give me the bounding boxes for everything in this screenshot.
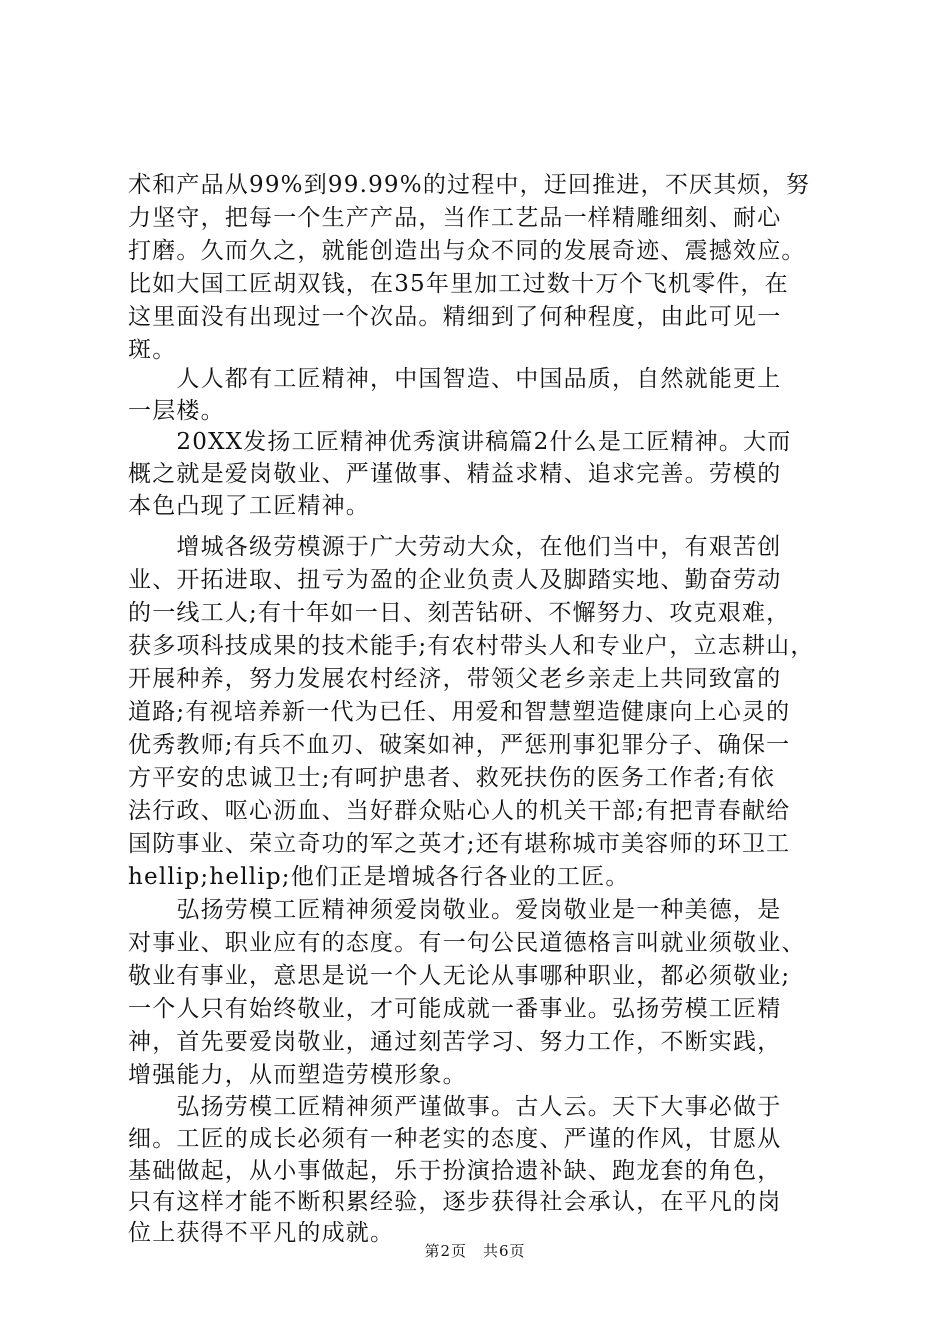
text-line: hellip;hellip;他们正是增城各行各业的工匠。 bbox=[128, 864, 630, 890]
text-line: 对事业、职业应有的态度。有一句公民道德格言叫就业须敬业、 bbox=[128, 930, 806, 956]
text-line: 道路;有视培养新一代为已任、用爱和智慧塑造健康向上心灵的 bbox=[128, 699, 791, 725]
text-line: 优秀教师;有兵不血刃、破案如神，严惩刑事犯罪分子、确保一 bbox=[128, 732, 791, 758]
text-line: 神，首先要爱岗敬业，通过刻苦学习、努力工作，不断实践， bbox=[128, 1029, 782, 1055]
text-line: 获多项科技成果的技术能手;有农村带头人和专业户，立志耕山， bbox=[128, 633, 815, 659]
text-line: 概之就是爱岗敬业、严谨做事、精益求精、追求完善。劳模的 bbox=[128, 461, 782, 487]
text-line: 法行政、呕心沥血、当好群众贴心人的机关干部;有把青春献给 bbox=[128, 798, 791, 824]
text-line: 方平安的忠诚卫士;有呵护患者、救死扶伤的医务工作者;有依 bbox=[128, 765, 776, 791]
text-line: 位上获得不平凡的成就。 bbox=[128, 1220, 395, 1246]
text-line: 打磨。久而久之，就能创造出与众不同的发展奇迹、震撼效应。 bbox=[128, 238, 806, 264]
text-line: 一个人只有始终敬业，才可能成就一番事业。弘扬劳模工匠精 bbox=[128, 996, 782, 1022]
text-line: 的一线工人;有十年如一日、刻苦钻研、不懈努力、攻克艰难， bbox=[128, 600, 791, 626]
text-line: 本色凸现了工匠精神。 bbox=[128, 493, 370, 519]
text-line: 增强能力，从而塑造劳模形象。 bbox=[128, 1062, 467, 1088]
text-line: 弘扬劳模工匠精神须严谨做事。古人云。天下大事必做于 bbox=[128, 1094, 782, 1120]
text-line: 斑。 bbox=[128, 337, 177, 363]
text-line: 只有这样才能不断积累经验，逐步获得社会承认，在平凡的岗 bbox=[128, 1189, 782, 1215]
text-line: 基础做起，从小事做起，乐于扮演拾遗补缺、跑龙套的角色， bbox=[128, 1158, 782, 1184]
text-line: 一层楼。 bbox=[128, 398, 225, 424]
text-line: 这里面没有出现过一个次品。精细到了何种程度，由此可见一 bbox=[128, 304, 782, 330]
text-line: 国防事业、荣立奇功的军之英才;还有堪称城市美容师的环卫工 bbox=[128, 831, 791, 857]
text-line: 比如大国工匠胡双钱，在35年里加工过数十万个飞机零件，在 bbox=[128, 271, 789, 297]
text-line: 人人都有工匠精神，中国智造、中国品质，自然就能更上 bbox=[128, 366, 782, 392]
text-line: 业、开拓进取、扭亏为盈的企业负责人及脚踏实地、勤奋劳动 bbox=[128, 567, 782, 593]
text-line: 力坚守，把每一个生产产品，当作工艺品一样精雕细刻、耐心 bbox=[128, 205, 782, 231]
text-line: 术和产品从99%到99.99%的过程中，迂回推进，不厌其烦，努 bbox=[128, 172, 811, 198]
text-line: 开展种养，努力发展农村经济，带领父老乡亲走上共同致富的 bbox=[128, 666, 782, 692]
text-line: 弘扬劳模工匠精神须爱岗敬业。爱岗敬业是一种美德，是 bbox=[128, 897, 782, 923]
text-line: 20XX发扬工匠精神优秀演讲稿篇2什么是工匠精神。大而 bbox=[128, 429, 792, 455]
page-footer: 第2页 共6页 bbox=[424, 1242, 526, 1260]
text-line: 增城各级劳模源于广大劳动大众，在他们当中，有艰苦创 bbox=[128, 534, 782, 560]
text-line: 敬业有事业，意思是说一个人无论从事哪种职业，都必须敬业; bbox=[128, 963, 791, 989]
text-line: 细。工匠的成长必须有一种老实的态度、严谨的作风，甘愿从 bbox=[128, 1126, 782, 1152]
